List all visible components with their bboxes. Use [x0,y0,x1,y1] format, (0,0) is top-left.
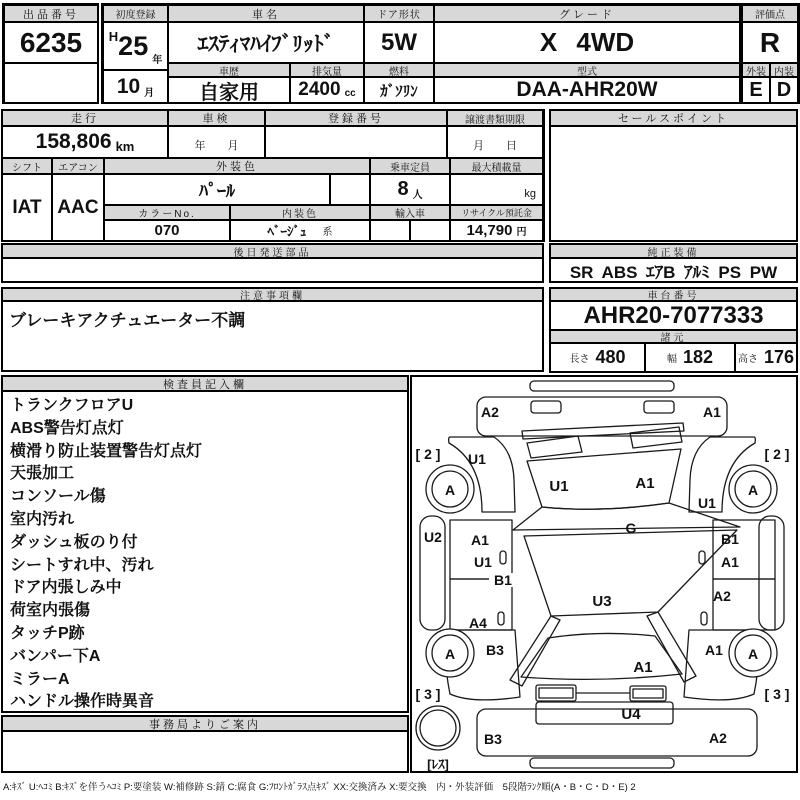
inspection-placeholder: 年 月 [168,126,265,158]
door-label: ドア形状 [364,5,434,22]
diagram-label-rear-window: A1 [633,659,653,676]
int-color-value-cell [230,220,370,241]
sales-point-content [550,126,797,241]
spare-tire-inner [420,710,456,746]
equipment-value: SR ABS ｴｱB ｱﾙﾐ PS PW [550,258,797,282]
taillight-right-inner [633,689,663,698]
inspector-note-item: コンソール傷 [10,488,106,506]
color-no-value: 070 [104,220,230,241]
office-label: 事務局よりご案内 [2,716,408,731]
inspector-label: 検査員記入欄 [2,376,408,391]
roof-panel [524,530,737,616]
first-reg-month: 10 [116,74,141,98]
inspector-note-item: 横滑り防止装置警告灯点灯 [10,442,203,460]
diagram-label-left-door-a: A1 [471,532,489,548]
shift-label: シフト [2,158,52,174]
first-reg-era: H [108,29,119,44]
diagram-label-left-door-edge: B1 [494,572,512,588]
inspector-note-item: ABS警告灯点灯 [10,419,124,437]
grade-label: グレード [434,5,740,22]
mileage-value-cell [2,126,168,158]
c-pillar-right [647,612,696,682]
headlight-left [531,401,561,413]
diagram-label-wheel-fl: A [444,482,456,498]
width-label: 幅 [666,354,677,365]
inspector-note-item: ハンドル操作時異音 [10,693,155,711]
int-color-suffix: 系 [322,227,333,238]
import-label: 輸入車 [370,205,450,220]
recycle-unit: 円 [516,227,527,238]
diagram-bracket-rear-left: [ 3 ] [415,686,441,702]
inspector-note-item: シートすれ中、汚れ [10,556,154,574]
fuel-value: ｶﾞｿﾘﾝ [364,77,434,103]
displacement-value-cell [290,77,364,103]
right-rear-door [713,579,775,630]
right-sill [759,516,784,630]
ext-color-value: ﾊﾟｰﾙ [104,174,330,205]
shift-value: IAT [2,174,52,241]
capacity-unit: 人 [412,190,423,201]
car-damage-diagram [410,375,798,773]
height-label: 高さ [737,354,758,365]
ext-color-label: 外装色 [104,158,370,174]
diagram-bracket-front-right: [ 2 ] [764,446,790,462]
rear-gate-panel [536,702,673,724]
diagram-label-roof: U3 [592,593,612,610]
score-value: R [742,22,798,63]
ext-color-empty-cell [330,174,370,205]
mileage-label: 走行 [2,110,168,126]
diagram-label-wheel-rl: A [444,646,456,662]
capacity-value: 8 [397,178,409,200]
diagram-label-front-left: A2 [481,404,499,420]
capacity-label: 乗車定員 [370,158,450,174]
diagram-bracket-rear-right: [ 3 ] [764,686,790,702]
wiper-right [630,427,682,448]
inspector-note-item: 荷室内張傷 [10,602,91,620]
auction-no-empty-cell [4,63,98,103]
diagram-label-windshield-right: A1 [635,475,655,492]
front-top-strip [530,381,674,391]
inspector-notes-list [2,391,408,712]
wiper-left [527,436,582,458]
diagram-label-right-door-a: B1 [721,531,739,547]
score-label: 評価点 [742,5,798,22]
taillight-left-inner [539,688,573,698]
diagram-label-front-right: A1 [703,404,721,420]
history-value: 自家用 [168,77,290,103]
inspector-note-item: バンパー下A [10,647,101,665]
notes-content: ブレーキアクチュエーター不調 [2,301,543,371]
first-reg-month-cell [103,70,168,103]
interior-label: 内装 [770,63,798,77]
inspector-note-item: ダッシュ板のり付 [10,533,138,551]
import-empty-cell-2 [410,220,450,241]
inspector-note-item: 天張加工 [10,465,75,483]
first-reg-year-cell [103,22,168,70]
diagram-label-cowl: G [625,520,637,536]
int-color-label: 内装色 [230,205,370,220]
diagram-label-right-quarter: A1 [705,642,723,658]
legend-text: A:ｷｽﾞ U:ﾍｺﾐ B:ｷｽﾞを伴うﾍｺﾐ P:要塗装 W:補修跡 S:錆 C:腐食 G:ﾌﾛﾝﾄｶﾞﾗｽ点ｷｽﾞ XX:交換済み X:要交換 内・外装評価 5段階ﾗﾝｸ順(A・B・C・D・E) 2 [3,782,636,793]
height-cell [735,343,797,372]
exterior-label: 外装 [742,63,770,77]
aircon-value: AAC [52,174,104,241]
diagram-label-right-fender: U1 [698,495,716,511]
displacement-unit: cc [344,88,356,99]
recycle-value: 14,790 [466,222,513,239]
first-reg-year-unit: 年 [152,55,163,66]
import-empty-cell-1 [370,220,410,241]
office-content [2,731,408,772]
reg-no-label: 登録番号 [265,110,447,126]
chassis-value: AHR20-7077333 [550,301,797,330]
grade-value: X 4WD [434,22,740,63]
color-no-label: カラーNo. [104,205,230,220]
capacity-value-cell [370,174,450,205]
diagram-bracket-front-left: [ 2 ] [415,446,441,462]
front-bumper [477,397,727,436]
width-cell [645,343,735,372]
right-front-door [713,520,775,579]
diagram-label-left-door-b: U1 [474,554,492,570]
diagram-label-wheel-rr: A [747,646,759,662]
fuel-label: 燃料 [364,63,434,77]
auction-no-value: 6235 [4,22,98,63]
diagram-label-right-door-b: A1 [721,554,739,570]
door-value: 5W [364,22,434,63]
diagram-label-left-quarter: B3 [486,642,504,658]
rear-window [521,633,682,679]
length-value: 480 [595,347,626,367]
left-front-door [450,520,512,579]
recycle-label: リサイクル預託金 [450,205,543,220]
later-parts-label: 後日発送部品 [2,244,543,258]
length-cell [550,343,645,372]
model-code-label: 型式 [434,63,740,77]
c-pillar-left [510,616,560,686]
auction-no-label: 出品番号 [4,5,98,22]
transfer-label: 譲渡書類期限 [447,110,543,126]
diagram-label-wheel-fr: A [747,482,759,498]
exterior-score: E [742,77,770,103]
interior-score: D [770,77,798,103]
history-label: 車歴 [168,63,290,77]
length-label: 長さ [569,354,590,365]
diagram-label-left-rear-door: A4 [469,615,487,631]
car-name-label: 車名 [168,5,364,22]
taillight-right [630,686,666,701]
transfer-placeholder: 月 日 [447,126,543,158]
diagram-label-rear-bumper-right: A2 [709,730,727,746]
inspector-note-item: 室内汚れ [10,510,75,528]
height-value: 176 [763,347,795,367]
first-reg-label: 初度登録 [103,5,168,22]
int-color-value: ﾍﾞｰｼﾞｭ [267,224,307,239]
diagram-label-right-rear-door: A2 [713,588,731,604]
equipment-label: 純正装備 [550,244,797,258]
displacement-label: 排気量 [290,63,364,77]
spec-label: 諸元 [550,330,797,343]
inspector-note-item: タッチP跡 [10,624,85,642]
max-load-label: 最大積載量 [450,158,543,174]
left-front-door-handle [500,551,506,564]
recycle-value-cell [450,220,543,241]
sales-point-label: セールスポイント [550,110,797,126]
diagram-label-left-fender: U1 [468,451,486,467]
diagram-label-rear-bumper-left: B3 [484,731,502,747]
model-code-value: DAA-AHR20W [434,77,740,103]
inspection-label: 車検 [168,110,265,126]
mileage-unit: km [115,139,135,154]
displacement-value: 2400 [298,79,341,100]
right-rear-door-handle [701,612,707,625]
mileage-value: 158,806 [35,130,112,153]
aircon-label: エアコン [52,158,104,174]
reg-no-value [265,126,447,158]
right-front-door-handle [699,551,705,564]
width-value: 182 [682,347,714,367]
headlight-right [644,401,674,413]
chassis-label: 車台番号 [550,288,797,301]
diagram-label-rear-panel: U4 [621,706,641,723]
left-rear-door-handle [498,612,504,625]
diagram-label-spare: [ﾚｽ] [427,757,449,772]
inspector-note-item: トランクフロアU [10,397,134,414]
rear-bottom-strip [530,758,674,768]
first-reg-month-unit: 月 [144,88,155,99]
later-parts-content [2,258,543,282]
inspector-note-item: ドア内張しみ中 [10,579,122,597]
first-reg-year: 25 [118,30,149,61]
diagram-label-left-sill: U2 [424,529,442,545]
max-load-unit: kg [450,174,543,205]
diagram-label-windshield-left: U1 [549,478,569,495]
inspector-note-item: ミラーA [10,670,70,688]
car-name-value: ｴｽﾃｨﾏﾊｲﾌﾞﾘｯﾄﾞ [168,22,364,63]
notes-label: 注意事項欄 [2,288,543,301]
